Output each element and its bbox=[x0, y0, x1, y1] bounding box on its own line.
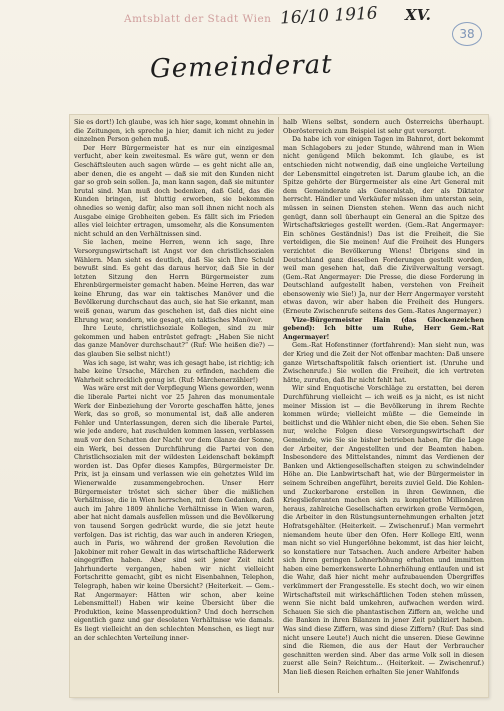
paragraph: Wir sind Enquotische Vorschläge zu erstatten, bei deren Durchführung vielleicht — ich weiß es ja nicht, es ist nicht meiner Mission ist — die Bevölkerung in ihrem Rechte kommen würde; vielleicht müßte — die Gemeinde in beitlichst und die Wähler nicht eben, die Sie eben. Sehen Sie nur, welche Folgen diese Versorgungswirtschaft der Gemeinde, wie Sie sie bisher betrieben haben, für die Lage der Arbeiter, der Angestellten und der Beamten haben. Insbesondere des Mittelstandes, nimmt das Verdienen der Banken und Aktiengesellschaften steigen zu schwindelnder Höhe an. Die Lanbwirtschaft hat, wie der Bürgermeister in seinem Schreiben angeführt, bereits zuviel Geld. Die Kohlen- und Zuckerbarone erstellen in ihren Gewinnen, die Kriegslieferanten machen sich zu kompletten Millionären heraus, zahlreiche Gesellschaften erwirken große Vermögen, die Arbeiter in den Rüstungsunternehmungen erhalten jetzt Hofratsgehälter. (Heiterkeit. — Zwischenruf.) Man vermehrt niemandem heute über den Ofen. Herr Kollege Eltl, wenn man nicht so viel Hungerlöhne bekommt, ist das hier leicht, so konstatiere nur Tatsachen. Auch andere Arbeiter haben sich ihren geringen Lohnerhöhung erhalten und immitten haben eine bemerkenswerte Lohnerhöhung entlaufen und ist die Wahr, daß hier nicht mehr aufzubauenden Übergriffes verkümmert der Frangesstelle. Es stecht doch, wo wir einen Wirtschaftsteil mit wirkschäftlichen Toden stehen müssen, wenn Sie nicht bald umkehren, aufwachen werden wird. Schauen Sie sich die phantastischen Ziffern an, welche und die Banken in ihren Bilanzen in jener Zeit publiziert haben. Was sind diese Ziffern, was sind diese Ziffern? (Ruf: Das sind nicht unsere Leute!) Auch nicht die unseren. Diese Gewinne sind die Riemen, die aus der Haut der Verbraucher geschnitten werden sind. Aber das arme Volk soll in diesen zuerst alle Sein? Reichtum... (Heiterkeit. — Zwischenruf.) Man ließ diesen Reichen erhalten Sie jener Wahlfonds bbox=[283, 384, 484, 676]
newspaper-stamp: Amtsblatt der Stadt Wien bbox=[124, 13, 272, 25]
paragraph-speaker: Gem.-Rat Hofenstinner (fortfahrend): Man sieht nun, was der Krieg und die Zeit der Not offenbar machten: Daß unsere ganze Wirtschaftspolitik falsch orientiert ist. (Unruhe und Zwischenrufe.) Sie wollen die Freiheit, die ich vertreten hätte, zurufen, daß Ihr nicht fehlt hat. bbox=[283, 341, 484, 384]
paragraph: Sie es dort!) Ich glaube, was ich hier sage, kommt ohnehin in die Zeitungen, ich spreche ja hier, damit ich nicht zu jeder einzelnen Person gehen muß. bbox=[74, 118, 274, 144]
circled-page-number: 38 bbox=[452, 22, 482, 46]
handwritten-reference: XV. bbox=[405, 6, 431, 24]
handwritten-date: 16/10 1916 bbox=[279, 3, 379, 29]
paragraph: Was wäre erst mit der Verpflegung Wiens geworden, wenn die liberale Partei nicht vor 25 Jahren das monumentale Werk der Einbeziehung der Vororte geschaffen hätte, jenes Werk, das so groß, so monumental ist, daß alle anderen Fehler und Unterlassungen, deren sich die liberale Partei, wie jede andere, hat zuschulden kommen lassen, verblassen muß vor den Schatten der Nacht vor dem Glanze der Sonne, ein Werk, bei dessen Durchführung die Partei von den Christlichsozialen mit der wildesten Leidenschaft bekämpft worden ist. Das Opfer dieses Kampfes, Bürgermeister Dr. Prix, ist ja einsam und verlassen wie ein gehetztes Wild im Wienerwalde zusammengebrochen. Unser Herr Bürgermeister tröstet sich sicher über die mißlichen Verhältnisse, die in Wien herrschen, mit dem Gedanken, daß auch im Jahre 1809 ähnliche Verhältnisse in Wien waren, aber hat nicht damals ausfellen müssen und die Bevölkerung von tausend Sorgen gedrückt wurde, die sie jetzt heute verfolgen. Das ist richtig, das war auch in anderen Kriegen, auch in Paris, wo während der großen Revolution die Jakobiner mit roher Gewalt in das wirtschaftliche Räderwerk eingegriffen haben. Aber sind seit jener Zeit nicht Jahrhunderte vergangen, haben wir nicht vielleicht Fortschritte gemacht, gibt es nicht Eisenbahnen, Telephon, Telegraph, haben wir keine Übersicht? (Heiterkeit. — Gem.-Rat Angermayer: Hätten wir schon, aber keine Lebensmittel!) Haben wir keine Übersicht über die Produktion, keine Massenproduktion? Und doch herrschen eigentlich ganz und gar desolaten Verhältnisse wie damals. Es liegt vielleicht an den schlechten Menschen, es liegt nur an der schlechten Verteilung inner- bbox=[74, 384, 274, 642]
paragraph: halb Wiens selbst, sondern auch Österreichs überhaupt. Oberösterreich zum Beispiel ist sehr gut versorgt. bbox=[283, 118, 484, 135]
paragraph: Was ich sage, ist wahr, was ich gesagt habe, ist richtig; ich habe keine Ursache, Märchen zu erfinden, nachdem die Wahrheit schrecklich genug ist. (Ruf: Märchenerzähler!) bbox=[74, 358, 274, 384]
paragraph: Der Herr Bürgermeister hat es nur ein einzigesmal verfucht, aber kein zweitesmal. Es wäre gut, wenn er den Geschäftsleuten auch sagen würde — es geht nicht alle an, aber denen, die es angeht — daß sie mit den Kunden nicht gar so grob sein sollen. Ja, man kann sagen, daß sie mitunter brutal sind. Man muß doch bedenken, daß Geld, das die Kunden bringen, ist bluttig erworben, sie bekommen ohnedies so wenig dafür, also man soll ihnen nicht noch als Ausgabe einige Grobheiten geben. Es fällt sich im Frieden alles viel leichter ertragen, umsomehr, als die Konsumenten nicht schuld an den Verhältnissen sind. bbox=[74, 143, 274, 238]
newspaper-clipping bbox=[70, 115, 488, 697]
paragraph: Sie lachen, meine Herren, wenn ich sage, Ihre Versorgungswirtschaft ist Angst vor den christlichsozialen Wählern. Man sieht es deutlich, daß Sie sich Ihre Schuld bewußt sind. Es geht das daraus hervor, daß Sie in der letzten Sitzung den Herrn Bürgermeister zum Ehrenbürgermeister gemacht haben. Meine Herren, das war keine Ehrung, das war ein taktisches Manöver und die Bevölkerung durchschaut das auch, sie hat Sie erkannt, man weiß genau, warum das geschehen ist, daß dies nicht eine Ehrung war, sondern, wie gesagt, ein taktisches Manöver. bbox=[74, 238, 274, 324]
paragraph: Da habe ich vor einigen Tagen im Bahnrot, dort bekommt man Schlagobers zu jeder Stunde, während man in Wien nicht genügend Milch bekommt. Ich glaube, es ist entschieden nicht notwendig, daß eine ungleiche Verteilung der Lebensmittel eingetreten ist. Darum glaube ich, an die Spitze gehörte der Bürgermeister als eine Art General mit dem Gemeinderate als Generalstab, der als Diktator herrscht. Händler und Verkäufer müssen ihm unterstan sein, müssen in seinen Diensten stehen. Wenn das auch nicht genügt, dann soll überhaupt ein General an die Spitze des Wirtschaftskrieges gestellt werden. (Gem.-Rat Angermayer: Ein schönes Geständnis!) Das ist die Freiheit, die Sie verteidigen, die Sie meinen! Auf die Freiheit des Hungers verzichtet die Bevölkerung Wiens! Übrigens sind in Deutschland ganz dieselben Forderungen gestellt worden, weil man gesehen hat, daß die Zivilverwaltung versagt. (Gem.-Rat Angermayer: Die Presse, die diese Forderung in Deutschland aufgestellt haben, verstehen von Freiheit ebensoweniy wie Sie!) Ja, nur der Herr Angermayer versteht etwas davon, wir aber haben die Freiheit des Hungers. (Erneute Zwischenrufe seitens des Gem.-Rates Angermayer.) bbox=[283, 135, 484, 316]
article-column-right bbox=[283, 118, 484, 694]
paragraph-speaker-chair: Vize-Bürgermeister Hain (das Glockenzeichen gebend): Ich bitte um Ruhe, Herr Gem.-Rat Angermayer! bbox=[283, 315, 484, 341]
paragraph: Ihre Leute, christlichsoziale Kollegen, sind zu mir gekommen und haben entrüstet gefragt: „Haben Sie nicht das ganze Manöver durchschaut?“ (Ruf: Wie heißen die?) — das glauben Sie selbst nicht!) bbox=[74, 324, 274, 359]
handwritten-title: Gemeinderat bbox=[149, 49, 334, 85]
column-divider bbox=[278, 117, 279, 693]
article-column-left bbox=[74, 118, 274, 694]
